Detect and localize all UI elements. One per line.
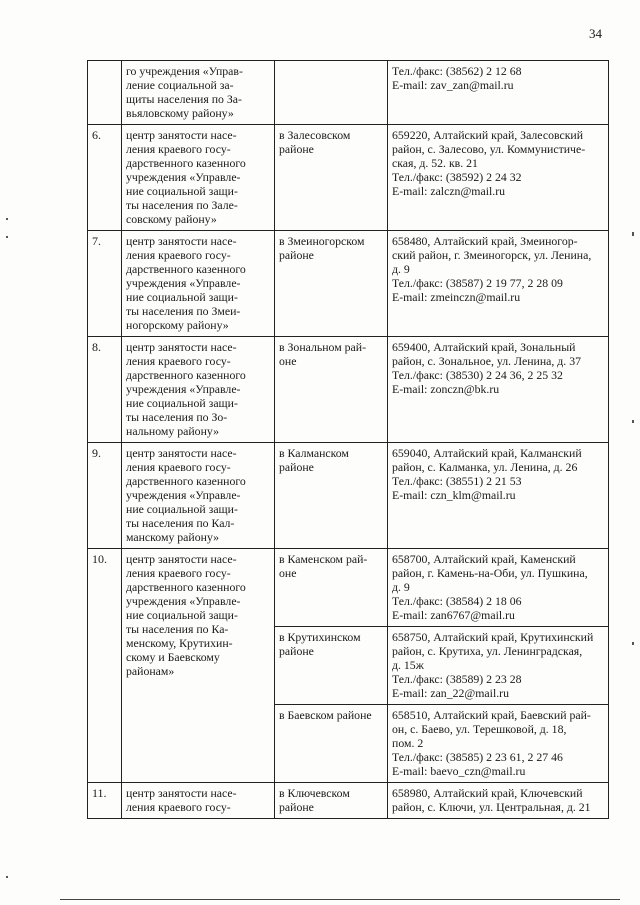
district-cell: в Змеиногорском районе xyxy=(275,231,388,337)
row-number-cell: 9. xyxy=(88,443,122,549)
organization-line: ты населения по Зале- xyxy=(126,198,238,212)
organization-cell xyxy=(122,61,275,125)
contact-line: E-mail: zonczn@bk.ru xyxy=(392,382,500,396)
organization-line: ногорскому району» xyxy=(126,318,229,332)
organization-line: учреждения «Управле- xyxy=(126,382,241,396)
contact-line: район, с. Зональное, ул. Ленина, д. 37 xyxy=(392,354,582,368)
contact-line: E-mail: zan_22@mail.ru xyxy=(392,686,510,700)
table-row xyxy=(88,125,609,231)
contact-line: E-mail: zmeinczn@mail.ru xyxy=(392,290,521,304)
organization-line: скому и Баевскому xyxy=(126,650,220,664)
organization-line: ление социальной за- xyxy=(126,78,234,92)
district-cell: в Зональном рай-оне xyxy=(275,337,388,443)
table-row xyxy=(88,549,609,627)
row-number-cell: 8. xyxy=(88,337,122,443)
organization-line: ние социальной защи- xyxy=(126,290,238,304)
contact-line: E-mail: zan6767@mail.ru xyxy=(392,608,515,622)
contact-cell xyxy=(388,705,609,783)
organization-line: центр занятости насе- xyxy=(126,340,237,354)
contact-line: Тел./факс: (38551) 2 21 53 xyxy=(392,474,522,488)
organization-line: ления краевого госу- xyxy=(126,354,231,368)
organization-line: вьяловскому району» xyxy=(126,106,234,120)
table-row xyxy=(88,783,609,819)
row-number-cell: 10. xyxy=(88,549,122,783)
contact-line: Тел./факс: (38562) 2 12 68 xyxy=(392,64,522,78)
contact-line: район, с. Калманка, ул. Ленина, д. 26 xyxy=(392,460,578,474)
contact-cell xyxy=(388,627,609,705)
district-cell: в Баевском районе xyxy=(275,705,388,783)
table-row xyxy=(88,61,609,125)
organization-line: ления краевого госу- xyxy=(126,248,231,262)
contact-cell xyxy=(388,549,609,627)
organization-cell xyxy=(122,337,275,443)
contact-line: E-mail: czn_klm@mail.ru xyxy=(392,488,516,502)
contact-line: д. 9 xyxy=(392,580,410,594)
scan-artifact xyxy=(632,232,634,236)
contact-line: 658480, Алтайский край, Змеиногор- xyxy=(392,234,578,248)
organization-line: учреждения «Управле- xyxy=(126,276,241,290)
contact-line: Тел./факс: (38592) 2 24 32 xyxy=(392,170,522,184)
organization-line: дарственного казенного xyxy=(126,156,246,170)
contact-cell xyxy=(388,231,609,337)
organization-line: го учреждения «Управ- xyxy=(126,64,243,78)
contact-line: 658980, Алтайский край, Ключевский xyxy=(392,786,583,800)
table-row xyxy=(88,231,609,337)
contact-line: Тел./факс: (38584) 2 18 06 xyxy=(392,594,522,608)
organization-line: дарственного казенного xyxy=(126,580,246,594)
organization-line: ления краевого госу- xyxy=(126,142,231,156)
organization-line: ты населения по Ка- xyxy=(126,622,229,636)
district-cell: в Ключевском районе xyxy=(275,783,388,819)
organization-line: менскому, Крутихин- xyxy=(126,636,233,650)
contact-line: Тел./факс: (38589) 2 23 28 xyxy=(392,672,522,686)
contact-line: Тел./факс: (38587) 2 19 77, 2 28 09 xyxy=(392,276,563,290)
contact-line: Тел./факс: (38530) 2 24 36, 2 25 32 xyxy=(392,368,563,382)
contact-line: 659220, Алтайский край, Залесовский xyxy=(392,128,584,142)
organization-line: ты населения по Зо- xyxy=(126,410,228,424)
contact-line: д. 15ж xyxy=(392,658,424,672)
contact-line: район, г. Камень-на-Оби, ул. Пушкина, xyxy=(392,566,588,580)
contact-line: 658750, Алтайский край, Крутихинский xyxy=(392,630,594,644)
district-cell: в Калманском районе xyxy=(275,443,388,549)
contact-line: район, с. Крутиха, ул. Ленинградская, xyxy=(392,644,583,658)
contact-line: 659400, Алтайский край, Зональный xyxy=(392,340,576,354)
organization-line: дарственного казенного xyxy=(126,474,246,488)
row-number-cell: 11. xyxy=(88,783,122,819)
contact-line: ская, д. 52. кв. 21 xyxy=(392,156,478,170)
organization-line: ления краевого госу- xyxy=(126,566,231,580)
organization-line: совскому району» xyxy=(126,212,217,226)
contact-line: д. 9 xyxy=(392,262,410,276)
scan-artifact xyxy=(632,420,634,423)
contact-line: E-mail: zav_zan@mail.ru xyxy=(392,78,514,92)
organization-cell xyxy=(122,783,275,819)
organization-line: учреждения «Управле- xyxy=(126,170,241,184)
organization-line: центр занятости насе- xyxy=(126,552,237,566)
district-cell xyxy=(275,61,388,125)
contact-cell xyxy=(388,443,609,549)
organization-line: ние социальной защи- xyxy=(126,502,238,516)
row-number-cell xyxy=(88,61,122,125)
scan-bottom-edge xyxy=(60,899,620,900)
row-number-cell: 6. xyxy=(88,125,122,231)
organization-line: центр занятости насе- xyxy=(126,128,237,142)
district-cell: в Залесовском районе xyxy=(275,125,388,231)
organization-cell xyxy=(122,231,275,337)
row-number-cell: 7. xyxy=(88,231,122,337)
organization-line: ты населения по Змеи- xyxy=(126,304,241,318)
organization-line: щиты населения по За- xyxy=(126,92,242,106)
page-number: 34 xyxy=(589,26,602,41)
district-cell: в Каменском рай-оне xyxy=(275,549,388,627)
contact-cell xyxy=(388,125,609,231)
organization-line: ты населения по Кал- xyxy=(126,516,235,530)
organization-line: ления краевого госу- xyxy=(126,460,231,474)
contact-line: ский район, г. Змеиногорск, ул. Ленина, xyxy=(392,248,592,262)
organization-line: центр занятости насе- xyxy=(126,446,237,460)
employment-centers-table xyxy=(87,60,609,819)
contact-line: Тел./факс: (38585) 2 23 61, 2 27 46 xyxy=(392,750,563,764)
organization-line: ления краевого госу- xyxy=(126,800,231,814)
table-row xyxy=(88,443,609,549)
organization-line: дарственного казенного xyxy=(126,368,246,382)
contact-line: район, с. Ключи, ул. Центральная, д. 21 xyxy=(392,800,591,814)
organization-line: центр занятости насе- xyxy=(126,234,237,248)
organization-line: учреждения «Управле- xyxy=(126,594,241,608)
contact-line: район, с. Залесово, ул. Коммунистиче- xyxy=(392,142,586,156)
contact-cell xyxy=(388,61,609,125)
organization-line: нальному району» xyxy=(126,424,219,438)
scan-artifact xyxy=(6,236,8,238)
contact-line: он, с. Баево, ул. Терешковой, д. 18, xyxy=(392,722,567,736)
organization-line: учреждения «Управле- xyxy=(126,488,241,502)
organization-line: ние социальной защи- xyxy=(126,608,238,622)
organization-cell xyxy=(122,125,275,231)
organization-line: центр занятости насе- xyxy=(126,786,237,800)
scan-artifact xyxy=(6,218,8,220)
contact-line: 658700, Алтайский край, Каменский xyxy=(392,552,576,566)
contact-cell xyxy=(388,337,609,443)
organization-cell xyxy=(122,549,275,783)
contact-cell xyxy=(388,783,609,819)
contact-line: E-mail: zalczn@mail.ru xyxy=(392,184,506,198)
organization-line: дарственного казенного xyxy=(126,262,246,276)
district-cell: в Крутихинском районе xyxy=(275,627,388,705)
table-body xyxy=(88,61,609,819)
contact-line: 658510, Алтайский край, Баевский рай- xyxy=(392,708,591,722)
organization-line: ние социальной защи- xyxy=(126,396,238,410)
contact-line: 659040, Алтайский край, Калманский xyxy=(392,446,582,460)
scan-artifact xyxy=(6,876,8,878)
contact-line: E-mail: baevo_czn@mail.ru xyxy=(392,764,526,778)
contact-line: пом. 2 xyxy=(392,736,424,750)
organization-line: ние социальной защи- xyxy=(126,184,238,198)
organization-line: районам» xyxy=(126,664,175,678)
table-row xyxy=(88,337,609,443)
organization-cell xyxy=(122,443,275,549)
organization-line: манскому району» xyxy=(126,530,220,544)
scan-artifact xyxy=(632,642,634,645)
